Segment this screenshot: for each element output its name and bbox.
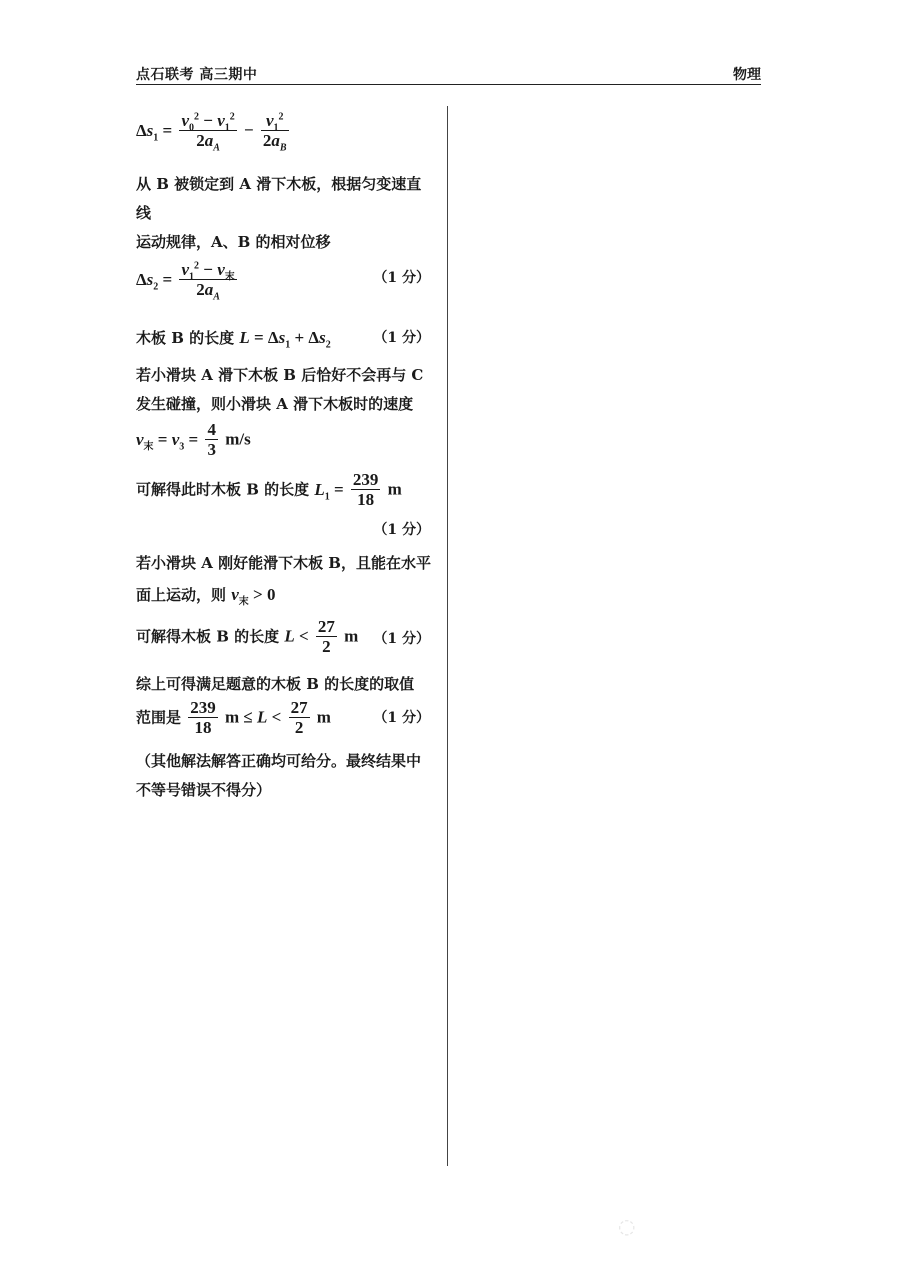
length-equation-line: 木板 B 的长度 $L = \Delta s_1 + \Delta s_2$ （1 分）	[136, 328, 430, 351]
text-line-12: （其他解法解答正确均可给分。最终结果中	[136, 752, 422, 770]
unit-m: m	[387, 479, 402, 499]
formula-delta-s2: $\Delta s_2$ = $\frac{v_1^2 - v_末}{2a_A}$ （1 分）	[136, 260, 430, 303]
text-line-11: 范围是	[136, 708, 182, 727]
header-exam-name: 点石联考 高三期中	[136, 67, 258, 83]
text-line-6: 可解得此时木板 B 的长度	[136, 480, 310, 499]
length-range-line: 范围是 $\frac{239}{18}$ m ≤ L < $\frac{27}{2}$ m （1 分）	[136, 698, 430, 737]
subscript-mo: 末	[224, 271, 235, 283]
points-label: （1 分）	[373, 710, 430, 726]
text-line-2: 运动规律，A、B 的相对位移	[136, 233, 331, 251]
unit-m: m	[224, 707, 240, 727]
solution-column	[136, 108, 436, 805]
text-line-4: 若小滑块 A 滑下木板 B 后恰好不会再与 C	[136, 366, 424, 384]
text-line-1: 从 B 被锁定到 A 滑下木板，根据匀变速直线	[136, 175, 422, 222]
formula-delta-s1: $\Delta s_1$ = $\frac{v_0^2 - v_1^2}{2a_A}$ − $\frac{v_1^2}{2a_B}$	[136, 111, 287, 154]
length-upper-bound-line: 可解得木板 B 的长度 L < $\frac{27}{2}$ m （1 分）	[136, 617, 430, 656]
points-label: （1 分）	[373, 330, 430, 346]
unit-m: m	[316, 707, 331, 727]
velocity-condition-line: 面上运动，则 $v_末 > 0$	[136, 585, 276, 608]
text-line-5: 发生碰撞，则小滑块 A 滑下木板时的速度	[136, 395, 414, 413]
header-rule	[136, 84, 761, 85]
points-label: （1 分）	[373, 631, 430, 647]
subscript-mo: 末	[143, 440, 154, 452]
points-label: （1 分）	[373, 270, 430, 286]
text-line-7: 若小滑块 A 刚好能滑下木板 B，且能在水平	[136, 554, 431, 572]
text-line-13: 不等号错误不得分）	[136, 781, 272, 799]
text-line-10: 综上可得满足题意的木板 B 的长度的取值	[136, 675, 415, 693]
text-line-8: 面上运动，则	[136, 586, 227, 604]
faint-watermark-mark: ◌	[618, 1214, 636, 1238]
points-label: （1 分）	[373, 522, 430, 538]
length-L1-line: 可解得此时木板 B 的长度 $L_1$ = $\frac{239}{18}$ m	[136, 470, 402, 509]
header-subject: 物理	[733, 67, 761, 83]
column-divider	[447, 106, 448, 1166]
subscript-mo: 末	[238, 596, 249, 608]
text-line-9: 可解得木板 B 的长度	[136, 627, 280, 646]
unit-m: m	[344, 626, 359, 646]
page-header	[136, 64, 761, 86]
text-line-3: 木板 B 的长度	[136, 329, 235, 347]
unit-ms: m/s	[225, 429, 251, 449]
formula-final-velocity: $v_末 = v_3$ = $\frac{4}{3}$ m/s	[136, 420, 251, 459]
